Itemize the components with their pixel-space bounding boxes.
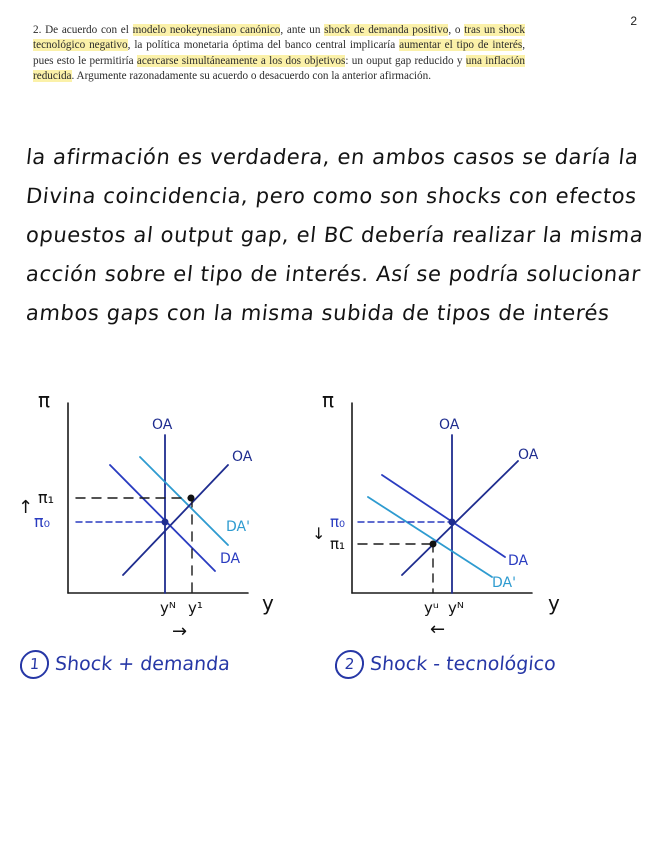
answer-line: opuestos al output gap, el BC debería realizar la misma — [24, 223, 645, 247]
answer-line: ambos gaps con la misma subida de tipos de interés — [24, 301, 611, 325]
answer-line: acción sobre el tipo de interés. Así se podría solucionar — [24, 262, 642, 286]
oa-upward-line — [123, 465, 228, 575]
answer-line: la afirmación es verdadera, en ambos casos se daría la — [24, 145, 640, 169]
answer-line: Divina coincidencia, pero como son shocks con efectos — [24, 184, 639, 208]
highlighted-text: una inflación reducida — [33, 54, 525, 82]
yu-label: yᵘ — [424, 599, 439, 617]
right-arrow: → — [172, 621, 188, 640]
da-line — [110, 465, 215, 571]
y1-label: y¹ — [188, 599, 203, 617]
y-axis-label: y — [548, 591, 560, 615]
question-segment: : un ouput gap reducido y — [345, 54, 466, 67]
question-segment: . Argumente razonadamente su acuerdo o desacuerdo con la anterior afirmación. — [71, 69, 432, 82]
oa-upward-line — [402, 461, 518, 575]
da-prime-line — [140, 457, 228, 545]
yn-label: yᴺ — [160, 599, 176, 617]
highlighted-text: aumentar el tipo de interés — [399, 39, 523, 52]
caption-number: 1 — [19, 650, 51, 679]
question-segment: 2. De acuerdo con el — [33, 24, 133, 36]
highlighted-text: modelo neokeynesiano canónico — [132, 24, 281, 36]
pi-axis-label: π — [322, 388, 335, 412]
da-prime-label: DA' — [226, 519, 250, 535]
oa-label: OA — [152, 417, 173, 433]
up-arrow: ↑ — [18, 497, 34, 518]
highlighted-text: acercarse simultáneamente a los dos objetivos — [136, 54, 346, 67]
highlighted-text: tras un shock tecnológico negativo — [33, 24, 525, 52]
page-number: 2 — [630, 14, 637, 28]
highlighted-text: shock de demanda positivo — [324, 24, 449, 36]
pi1-label: π₁ — [38, 488, 55, 507]
diagram-demand-shock — [0, 385, 320, 640]
oa-label: OA — [439, 417, 460, 433]
handwritten-answer — [24, 138, 645, 333]
caption-text: Shock + demanda — [54, 653, 231, 675]
da-prime-label: DA' — [492, 575, 516, 591]
da-label: DA — [220, 551, 241, 567]
pi-axis-label: π — [38, 388, 51, 412]
question-segment: , ante un — [280, 24, 325, 36]
question-segment: , pues esto le permitiría — [33, 39, 526, 67]
oa-upward-label: OA — [518, 447, 539, 463]
left-arrow: ← — [430, 619, 446, 640]
caption-number: 2 — [334, 650, 366, 679]
yn-label: yᴺ — [448, 599, 464, 617]
da-label: DA — [508, 553, 529, 569]
equilibrium-point-initial — [449, 519, 456, 526]
caption-technology-shock — [334, 650, 557, 679]
question-segment: , la política monetaria óptima del banco central implicaría — [127, 39, 400, 52]
question-text — [33, 23, 525, 84]
oa-upward-label: OA — [232, 449, 253, 465]
question-segment: , o — [448, 24, 465, 36]
equilibrium-point-new — [188, 495, 195, 502]
y-axis-label: y — [262, 591, 274, 615]
equilibrium-point-new — [430, 541, 437, 548]
equilibrium-point-initial — [162, 519, 169, 526]
down-arrow: ↓ — [312, 524, 326, 543]
caption-demand-shock — [19, 650, 231, 679]
caption-text: Shock - tecnológico — [369, 653, 557, 675]
pi0-label: π₀ — [330, 513, 346, 531]
diagram-technology-shock — [300, 385, 620, 640]
pi1-label: π₁ — [330, 535, 346, 553]
pi0-label: π₀ — [34, 512, 51, 531]
